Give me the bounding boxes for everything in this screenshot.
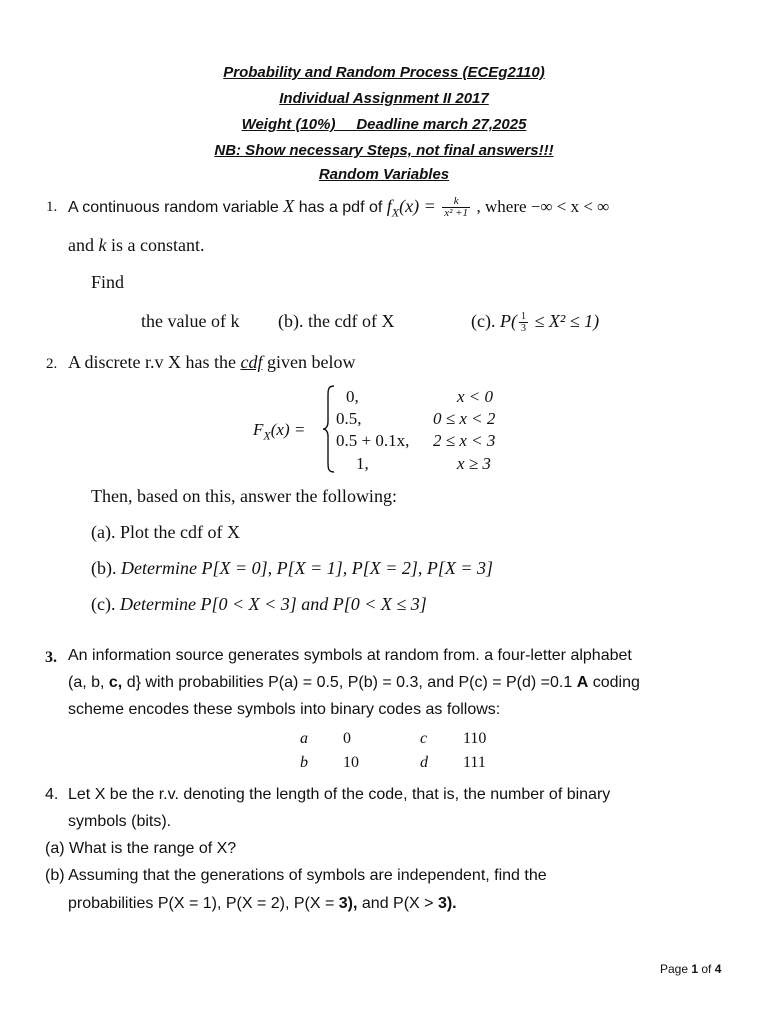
q1-var-x: X (283, 196, 295, 216)
q1-line2-a: and (68, 235, 99, 255)
q2-intro: Then, based on this, answer the following: (91, 486, 397, 506)
q4-part-b2-b: and P(X > (357, 895, 438, 912)
q1-pdf-f: f (386, 196, 392, 216)
q2-text-a: A discrete r.v X has the (68, 352, 241, 372)
q2-part-b-label: (b). (91, 558, 121, 578)
q3-line3: scheme encodes these symbols into binary codes as follows: (68, 701, 501, 718)
q2-lhs-arg: (x) = (270, 420, 306, 439)
q2-lhs-f: F (253, 420, 264, 439)
q3-line2-a: (a, b, (68, 674, 109, 691)
q1-pdf-arg: (x) = (399, 196, 436, 216)
section-title: Random Variables (318, 166, 450, 183)
q1-part-c-rest: ≤ X² ≤ 1) (529, 311, 600, 331)
q2-part-b-text: Determine P[X = 0], P[X = 1], P[X = 2], P[X = 3] (121, 558, 494, 578)
code-symbol-b: b (300, 754, 308, 771)
q1-part-c-p: P( (499, 311, 517, 331)
q4-part-b2-3a: 3), (338, 895, 358, 912)
q2-cdf-lhs (253, 420, 305, 443)
q2-text-cdf: cdf (240, 352, 263, 372)
code-symbol-c: c (420, 730, 428, 747)
q1-line2 (68, 235, 204, 256)
q1-part-c (471, 311, 599, 334)
q2-case-1-value: 0.5, (336, 409, 362, 428)
q2-case-0-value: 0, (346, 387, 359, 406)
q3-line2 (68, 674, 640, 692)
q3-line2-end: coding (588, 674, 640, 691)
code-symbol-a: a (300, 730, 308, 747)
code-value-c: 110 (463, 730, 487, 747)
q1-frac-num: k (442, 196, 470, 208)
q2-part-c-label: (c). (91, 594, 120, 614)
q1-part-c-den: 3 (520, 323, 526, 335)
assignment-title: Individual Assignment II 2017 (279, 90, 489, 107)
q4-part-b-line2 (68, 895, 457, 913)
q2-part-c (91, 594, 427, 615)
weight-text: Weight (10%) (241, 116, 336, 133)
q2-lhs-sub: X (263, 428, 271, 443)
q4-part-a: (a) What is the range of X? (45, 840, 237, 857)
page-word: Page (660, 962, 692, 976)
q1-line2-k: k (98, 235, 107, 255)
q3-line2-b: d} with probabilities P(a) = 0.5, P(b) = 0.3, and P(c) = P(d) =0.1 (122, 674, 577, 691)
q3-line2-c: c, (108, 674, 123, 691)
code-symbol-d: d (420, 754, 428, 771)
q1-line2-b: is a constant. (106, 235, 205, 255)
q1-number: 1. (46, 199, 58, 215)
q2-line1 (68, 352, 355, 373)
q3-number: 3. (45, 649, 57, 666)
deadline-text: Deadline march 27,2025 (356, 116, 527, 133)
q4-number: 4. (45, 786, 59, 803)
page-number: 1 (691, 962, 699, 976)
of-word: of (698, 962, 715, 976)
page-indicator (660, 962, 721, 976)
q1-frac-den: x² +1 (444, 207, 469, 220)
q1-text-a: A continuous random variable (68, 199, 284, 216)
q2-part-a: (a). Plot the cdf of X (91, 522, 240, 542)
q1-part-c-label: (c). (471, 311, 496, 331)
q4-part-b-line1: (b) Assuming that the generations of symbols are independent, find the (45, 867, 547, 884)
q2-case-0-cond: x < 0 (457, 387, 494, 406)
code-value-d: 111 (463, 754, 486, 771)
nb-note: NB: Show necessary Steps, not final answers!!! (214, 142, 554, 159)
code-value-a: 0 (343, 730, 351, 747)
page-total: 4 (714, 962, 722, 976)
q1-part-c-num: 1 (520, 311, 526, 323)
q2-case-2-cond: 2 ≤ x < 3 (433, 431, 496, 450)
q1-line1 (68, 196, 609, 221)
left-brace-icon (322, 384, 336, 474)
q2-case-3-cond: x ≥ 3 (457, 454, 491, 473)
q2-case-1-cond: 0 ≤ x < 2 (433, 409, 496, 428)
q1-part-c-frac (519, 311, 528, 334)
q4-part-b2-a: probabilities P(X = 1), P(X = 2), P(X = (68, 895, 339, 912)
q4-line2: symbols (bits). (68, 813, 172, 830)
q1-find: Find (91, 272, 125, 292)
q1-part-b: (b). the cdf of X (278, 311, 395, 331)
q2-text-b: given below (262, 352, 356, 372)
q2-case-3-value: 1, (356, 454, 369, 473)
q1-range: , where −∞ < x < ∞ (476, 197, 610, 216)
doc-title: Probability and Random Process (ECEg2110) (223, 64, 545, 81)
q1-pdf-sub: X (391, 205, 400, 220)
q1-text-b: has a pdf of (294, 199, 387, 216)
q1-part-a: the value of k (141, 311, 240, 331)
q3-line2-A: A (576, 674, 589, 691)
q4-line1: Let X be the r.v. denoting the length of the code, that is, the number of binary (68, 786, 611, 803)
q1-pdf-fraction (442, 196, 470, 219)
q3-line1: An information source generates symbols at random from. a four-letter alphabet (68, 647, 632, 664)
weight-deadline-line (0, 116, 768, 133)
q2-part-c-text: Determine P[0 < X < 3] and P[0 < X ≤ 3] (119, 594, 427, 614)
q4-part-b2-3b: 3). (437, 895, 457, 912)
q2-part-b (91, 558, 493, 579)
q2-number: 2. (46, 356, 58, 372)
q2-case-2-value: 0.5 + 0.1x, (336, 431, 410, 450)
code-value-b: 10 (343, 754, 359, 771)
